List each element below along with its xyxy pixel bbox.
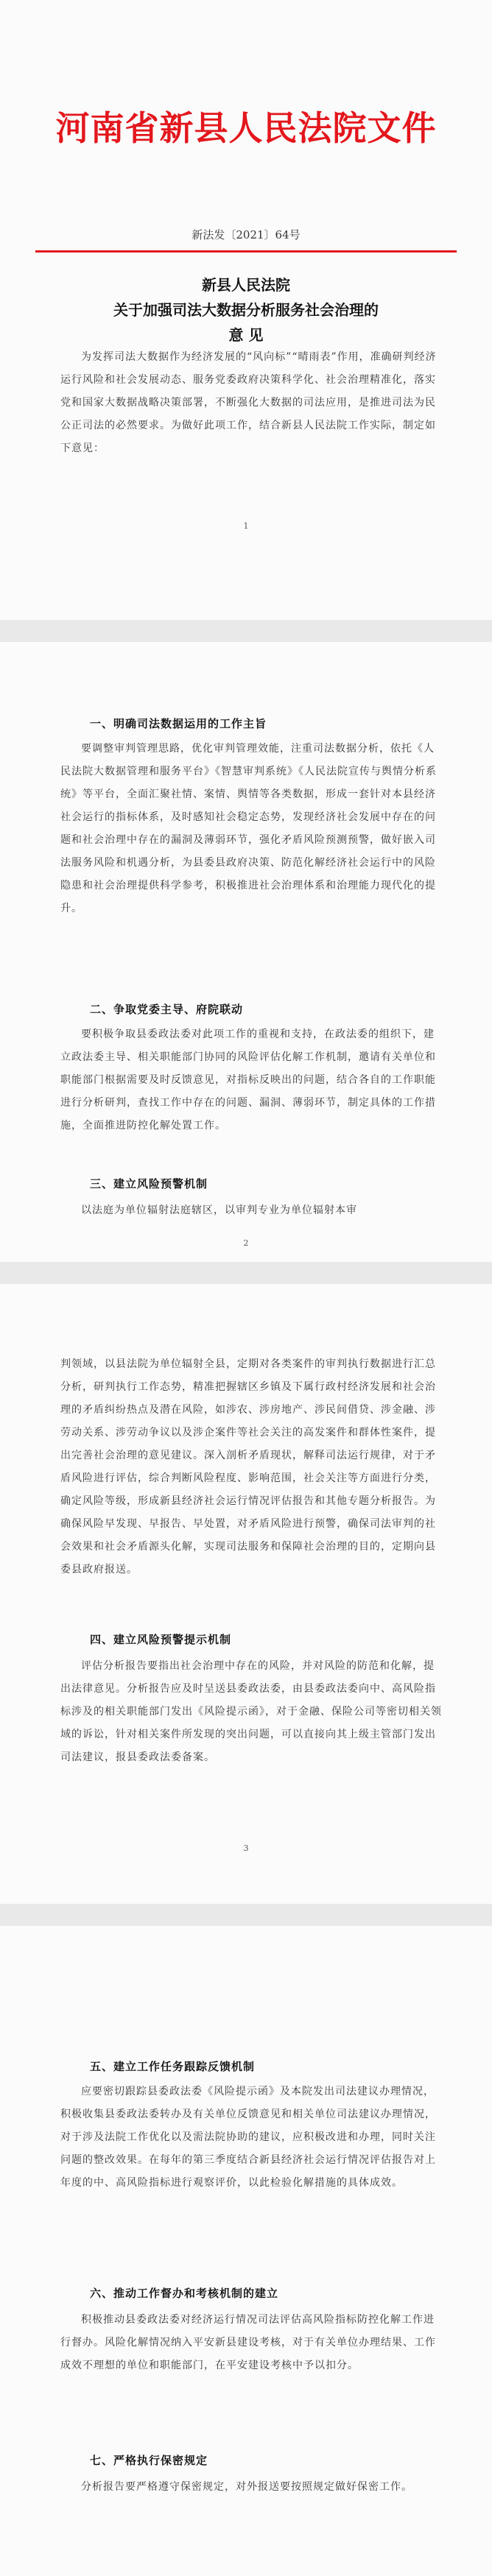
section-5-body: 应要密切跟踪县委政法委《风险提示函》及本院发出司法建议办理情况，积极收集县委政法委转办及有关单位反馈意见和相关单位司法建议办理情况，对于涉及法院工作优化以及需法院协助的建议，应积极改进和办理，同时关注问题的整改效果。在每年的第三季度结合新县经济社会运行情况评估报告对上年度的中、高风险指标进行观察评价，以此检验化解措施的具体成效。	[60, 2086, 436, 2189]
page-number: 2	[243, 1238, 249, 1248]
document-number: 新法发〔2021〕64号	[191, 228, 301, 241]
section-5-heading: 五、建立工作任务跟踪反馈机制	[90, 2060, 256, 2073]
document-page-1	[0, 0, 492, 620]
section-6-body: 积极推动县委政法委对经济运行情况司法评估高风险指标防控化解工作进行督办。风险化解情况纳入平安新县建设考核，对于有关单位办理结果、工作成效不理想的单位和职能部门，在平安建设考核中予以扣分。	[60, 2314, 436, 2371]
document-page-2	[0, 642, 492, 1262]
section-7-body: 分析报告要严格遵守保密规定，对外报送要按照规定做好保密工作。	[81, 2481, 412, 2493]
section-6-heading: 六、推动工作督办和考核机制的建立	[90, 2287, 279, 2300]
section-1-body: 要调整审判管理思路，优化审判管理效能，注重司法数据分析，依托《人民法院大数据管理和服务平台》《智慧审判系统》《人民法院宣传与舆情分析系统》等平台，全面汇聚社情、案情、舆情等各类数据，形成一套针对本县经济社会运行的指标体系，及时感知社会稳定态势，发现经济社会发展中存在的问题和社会治理中存在的漏洞及薄弱环节，强化矛盾风险预测预警，做好嵌入司法服务风险和机遇分析，为县委县政府决策、防范化解经济社会运行中的风险隐患和社会治理提供科学参考，积极推进社会治理体系和治理能力现代化的提升。	[60, 743, 437, 914]
section-2-body: 要积极争取县委政法委对此项工作的重视和支持，在政法委的组织下，建立政法委主导、相关职能部门协同的风险评估化解工作机制，邀请有关单位和职能部门根据需要及时反馈意见，对指标反映出的问题，结合各自的工作职能进行分析研判，查找工作中存在的问题、漏洞、薄弱环节，制定具体的工作措施，全面推进防控化解处置工作。	[60, 1028, 436, 1132]
page-number: 3	[243, 1843, 249, 1853]
section-4-body: 评估分析报告要指出社会治理中存在的风险，并对风险的防范和化解，提出法律意见。分析报告应及时呈送县委政法委，由县委政法委向中、高风险指标涉及的相关职能部门发出《风险提示函》，对于金融、保险公司等密切相关领域的诉讼，针对相关案件所发现的突出问题，可以直接向其上级主管部门发出司法建议，报县委政法委备案。	[60, 1660, 442, 1763]
title-line-3: 意 见	[228, 326, 264, 344]
section-7-heading: 七、严格执行保密规定	[90, 2454, 208, 2467]
section-3-body-start: 以法庭为单位辐射法庭辖区，以审判专业为单位辐射本审	[81, 1204, 357, 1216]
section-1-heading: 一、明确司法数据运用的工作主旨	[90, 717, 267, 730]
section-3-body-continued: 判领域，以县法院为单位辐射全县，定期对各类案件的审判执行数据进行汇总分析，研判执行工作态势，精准把握辖区乡镇及下属行政村经济发展和社会治理的矛盾纠纷热点及潜在风险，如涉农、涉房地产、涉民间借贷、涉金融、涉劳动关系、涉劳动争议以及涉企案件等社会关注的高发案件和群体性案件，提出完善社会治理的意见建议。深入剖析矛盾现状，解释司法运行规律，对于矛盾风险进行评估，综合判断风险程度、影响范围，社会关注等方面进行分类，确定风险等级，形成新县经济社会运行情况评估报告和其他专题分析报告。为确保风险早发现、早报告、早处置，对矛盾风险进行预警，确保司法审判的社会效果和社会矛盾源头化解，实现司法服务和保障社会治理的目的，定期向县委县政府报送。	[60, 1358, 436, 1575]
document-page-4	[0, 1926, 492, 2576]
section-4-heading: 四、建立风险预警提示机制	[90, 1633, 232, 1646]
section-3-heading: 三、建立风险预警机制	[90, 1177, 208, 1190]
section-2-heading: 二、争取党委主导、府院联动	[90, 1003, 244, 1016]
document-header: 河南省新县人民法院文件	[55, 108, 437, 148]
intro-paragraph: 为发挥司法大数据作为经济发展的“风向标”“晴雨表”作用，准确研判经济运行风险和社会发展动态、服务党委政府决策科学化、社会治理精准化，落实党和国家大数据战略决策部署，不断强化大数据的司法应用，是推进司法为民公正司法的必然要求。为做好此项工作，结合新县人民法院工作实际，制定如下意见：	[60, 351, 437, 454]
document-page-3	[0, 1284, 492, 1904]
document-title	[0, 272, 492, 347]
title-line-2: 关于加强司法大数据分析服务社会治理的	[113, 301, 379, 319]
title-line-1: 新县人民法院	[202, 276, 290, 294]
page-number: 1	[243, 521, 249, 531]
header-divider	[35, 250, 457, 253]
